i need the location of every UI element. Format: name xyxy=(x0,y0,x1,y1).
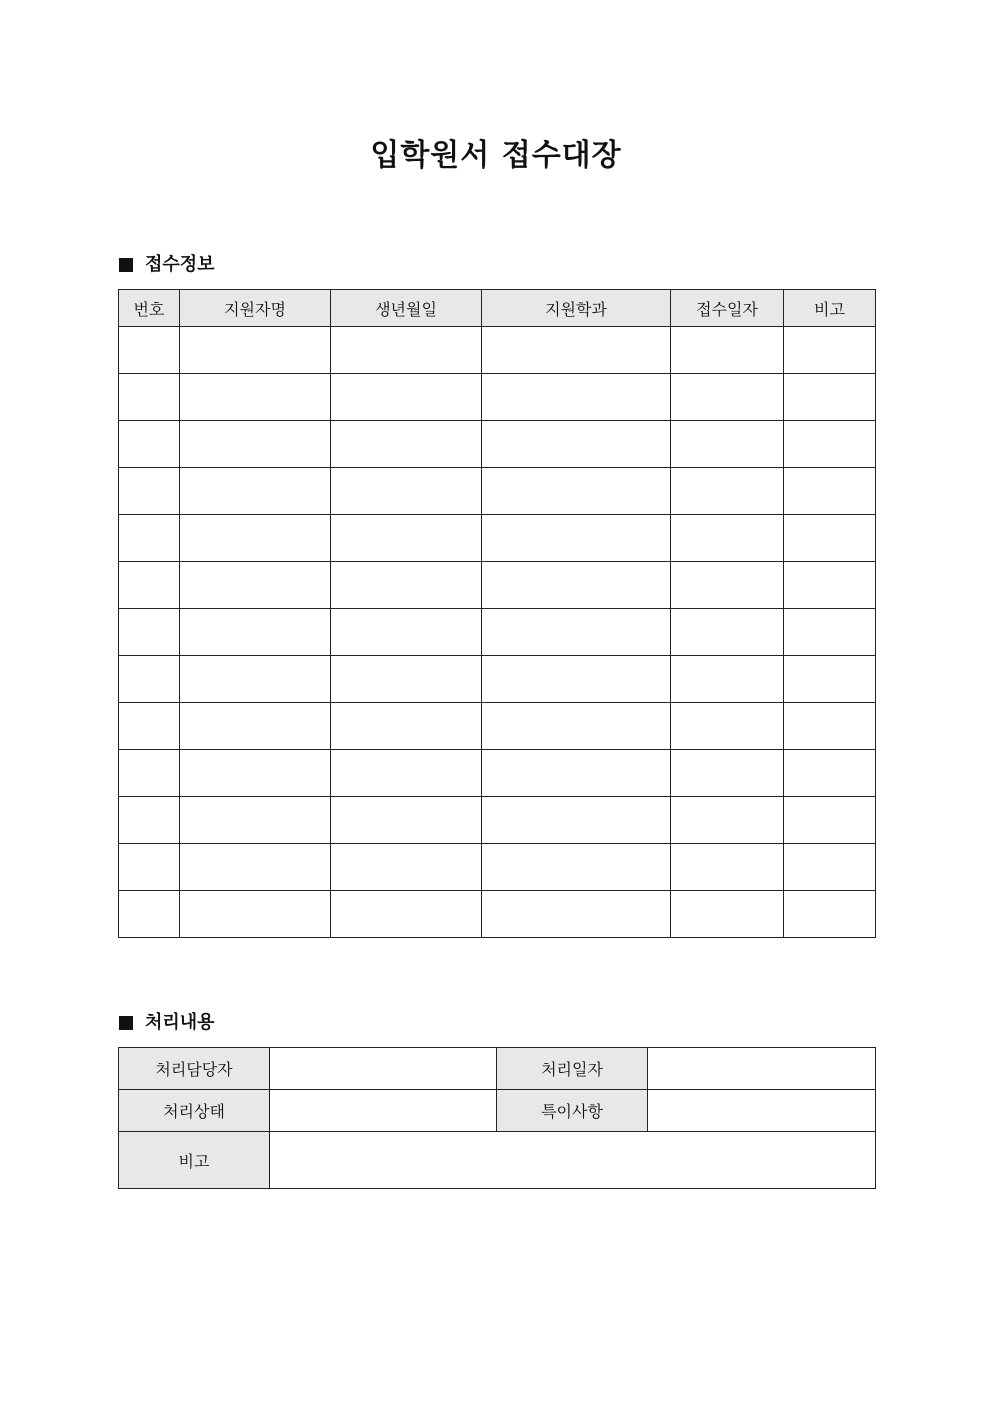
department-cell[interactable] xyxy=(482,656,671,703)
remarks-cell[interactable] xyxy=(784,374,876,421)
applicant-name-cell[interactable] xyxy=(180,562,331,609)
receipt-date-cell[interactable] xyxy=(671,374,784,421)
process-date-label: 처리일자 xyxy=(497,1048,648,1090)
process-row-handler xyxy=(119,1048,876,1090)
birth-date-cell[interactable] xyxy=(331,562,482,609)
remarks-field[interactable] xyxy=(270,1132,876,1189)
document-title: 입학원서 접수대장 xyxy=(370,138,622,173)
remarks-cell[interactable] xyxy=(784,797,876,844)
remarks-cell[interactable] xyxy=(784,468,876,515)
handler-label: 처리담당자 xyxy=(119,1048,270,1090)
square-bullet-icon xyxy=(119,1016,133,1030)
process-table xyxy=(118,1047,876,1189)
birth-date-cell[interactable] xyxy=(331,891,482,938)
applicant-name-cell[interactable] xyxy=(180,515,331,562)
applicant-name-cell[interactable] xyxy=(180,656,331,703)
remarks-cell[interactable] xyxy=(784,703,876,750)
department-cell[interactable] xyxy=(482,750,671,797)
receipt-table xyxy=(118,289,876,938)
column-header-birth-date: 생년월일 xyxy=(331,290,482,327)
remarks-cell[interactable] xyxy=(784,844,876,891)
status-label: 처리상태 xyxy=(119,1090,270,1132)
number-cell[interactable] xyxy=(119,609,180,656)
table-row xyxy=(119,891,876,938)
receipt-date-cell[interactable] xyxy=(671,468,784,515)
department-cell[interactable] xyxy=(482,797,671,844)
receipt-date-cell[interactable] xyxy=(671,656,784,703)
column-header-applicant-name: 지원자명 xyxy=(180,290,331,327)
process-date-field[interactable] xyxy=(648,1048,876,1090)
birth-date-cell[interactable] xyxy=(331,515,482,562)
process-row-remarks xyxy=(119,1132,876,1189)
receipt-date-cell[interactable] xyxy=(671,327,784,374)
applicant-name-cell[interactable] xyxy=(180,609,331,656)
number-cell[interactable] xyxy=(119,750,180,797)
applicant-name-cell[interactable] xyxy=(180,374,331,421)
department-cell[interactable] xyxy=(482,891,671,938)
department-cell[interactable] xyxy=(482,515,671,562)
birth-date-cell[interactable] xyxy=(331,844,482,891)
department-cell[interactable] xyxy=(482,703,671,750)
number-cell[interactable] xyxy=(119,797,180,844)
receipt-heading-label: 접수정보 xyxy=(145,254,215,275)
applicant-name-cell[interactable] xyxy=(180,468,331,515)
receipt-date-cell[interactable] xyxy=(671,562,784,609)
number-cell[interactable] xyxy=(119,515,180,562)
remarks-cell[interactable] xyxy=(784,421,876,468)
column-header-remarks: 비고 xyxy=(784,290,876,327)
applicant-name-cell[interactable] xyxy=(180,750,331,797)
receipt-date-cell[interactable] xyxy=(671,844,784,891)
table-row xyxy=(119,656,876,703)
birth-date-cell[interactable] xyxy=(331,421,482,468)
number-cell[interactable] xyxy=(119,327,180,374)
birth-date-cell[interactable] xyxy=(331,797,482,844)
special-notes-field[interactable] xyxy=(648,1090,876,1132)
remarks-cell[interactable] xyxy=(784,562,876,609)
number-cell[interactable] xyxy=(119,656,180,703)
birth-date-cell[interactable] xyxy=(331,468,482,515)
department-cell[interactable] xyxy=(482,562,671,609)
number-cell[interactable] xyxy=(119,374,180,421)
number-cell[interactable] xyxy=(119,468,180,515)
department-cell[interactable] xyxy=(482,844,671,891)
column-header-receipt-date: 접수일자 xyxy=(671,290,784,327)
receipt-date-cell[interactable] xyxy=(671,891,784,938)
table-row xyxy=(119,703,876,750)
receipt-section-heading xyxy=(119,252,215,278)
process-heading-label: 처리내용 xyxy=(145,1012,215,1033)
applicant-name-cell[interactable] xyxy=(180,421,331,468)
birth-date-cell[interactable] xyxy=(331,374,482,421)
square-bullet-icon xyxy=(119,258,133,272)
table-row xyxy=(119,468,876,515)
remarks-cell[interactable] xyxy=(784,609,876,656)
table-row xyxy=(119,609,876,656)
process-row-status xyxy=(119,1090,876,1132)
applicant-name-cell[interactable] xyxy=(180,703,331,750)
number-cell[interactable] xyxy=(119,562,180,609)
handler-field[interactable] xyxy=(270,1048,497,1090)
department-cell[interactable] xyxy=(482,609,671,656)
birth-date-cell[interactable] xyxy=(331,327,482,374)
applicant-name-cell[interactable] xyxy=(180,797,331,844)
receipt-date-cell[interactable] xyxy=(671,797,784,844)
receipt-date-cell[interactable] xyxy=(671,703,784,750)
birth-date-cell[interactable] xyxy=(331,750,482,797)
number-cell[interactable] xyxy=(119,891,180,938)
table-row xyxy=(119,374,876,421)
receipt-date-cell[interactable] xyxy=(671,515,784,562)
process-section-heading xyxy=(119,1010,215,1036)
column-header-department: 지원학과 xyxy=(482,290,671,327)
status-field[interactable] xyxy=(270,1090,497,1132)
table-row xyxy=(119,515,876,562)
table-row xyxy=(119,750,876,797)
remarks-cell[interactable] xyxy=(784,327,876,374)
receipt-table-header-row xyxy=(119,290,876,327)
department-cell[interactable] xyxy=(482,327,671,374)
number-cell[interactable] xyxy=(119,703,180,750)
remarks-label: 비고 xyxy=(119,1132,270,1189)
table-row xyxy=(119,327,876,374)
birth-date-cell[interactable] xyxy=(331,656,482,703)
receipt-date-cell[interactable] xyxy=(671,609,784,656)
birth-date-cell[interactable] xyxy=(331,703,482,750)
column-header-number: 번호 xyxy=(119,290,180,327)
number-cell[interactable] xyxy=(119,421,180,468)
applicant-name-cell[interactable] xyxy=(180,844,331,891)
receipt-date-cell[interactable] xyxy=(671,750,784,797)
table-row xyxy=(119,797,876,844)
remarks-cell[interactable] xyxy=(784,750,876,797)
applicant-name-cell[interactable] xyxy=(180,891,331,938)
birth-date-cell[interactable] xyxy=(331,609,482,656)
department-cell[interactable] xyxy=(482,374,671,421)
table-row xyxy=(119,421,876,468)
special-notes-label: 특이사항 xyxy=(497,1090,648,1132)
department-cell[interactable] xyxy=(482,421,671,468)
table-row xyxy=(119,844,876,891)
receipt-date-cell[interactable] xyxy=(671,421,784,468)
applicant-name-cell[interactable] xyxy=(180,327,331,374)
number-cell[interactable] xyxy=(119,844,180,891)
remarks-cell[interactable] xyxy=(784,891,876,938)
department-cell[interactable] xyxy=(482,468,671,515)
remarks-cell[interactable] xyxy=(784,656,876,703)
remarks-cell[interactable] xyxy=(784,515,876,562)
table-row xyxy=(119,562,876,609)
